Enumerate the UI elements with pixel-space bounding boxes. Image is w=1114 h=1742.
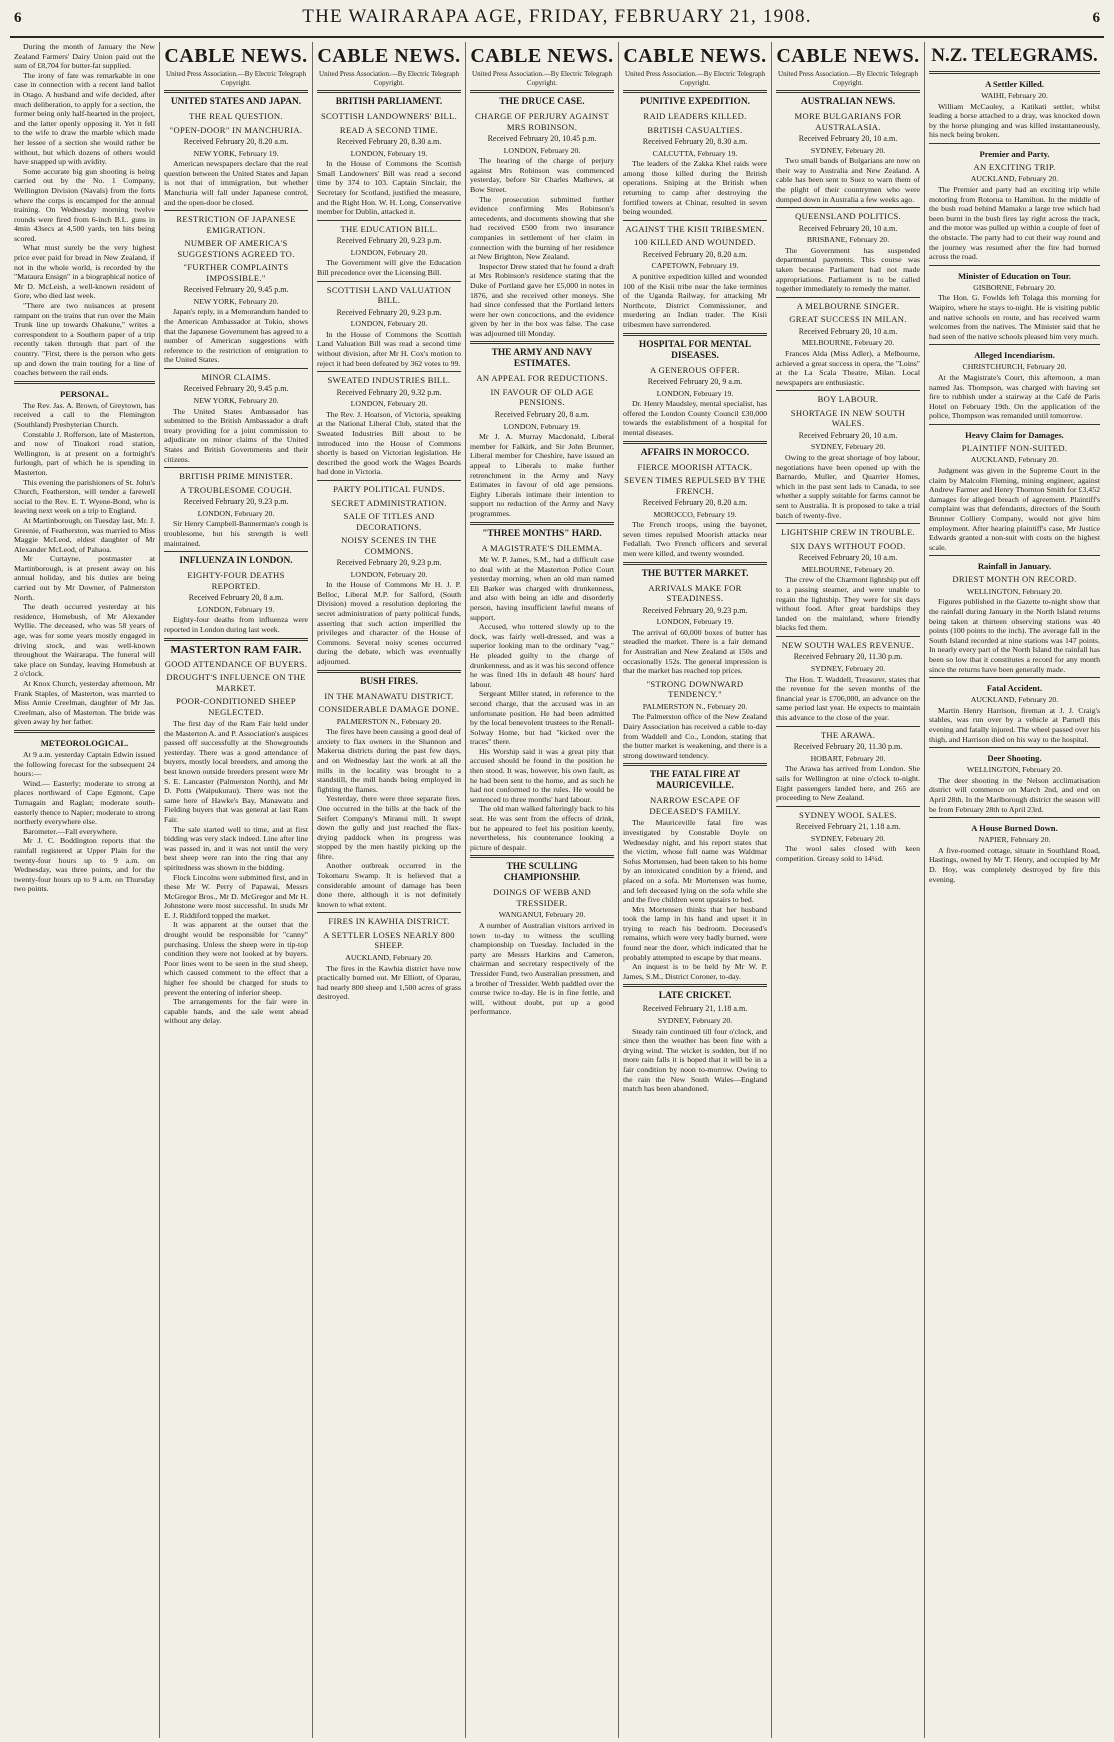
dateline: LONDON, February 19.	[503, 421, 581, 431]
article-paragraph: Steady rain continued till four o'clock, and since then the weather has been fine with a drying wind. The wicket is sodden, but if no more rain falls it is hoped that it will be in a fair condition by noon to-morrow. Owing to the rain the New South Wales—England match has been abandoned.	[623, 1026, 767, 1094]
subheadline: IN FAVOUR OF OLD AGE PENSIONS.	[490, 386, 594, 408]
article-paragraph: The irony of fate was remarkable in one case in connection with a recent land ballot in Otago. A husband and wife decided, after much deliberation, to apply for a section, the former being only half-hearted in the project, and the latter openly opposing it. Yet it fell to the wife to draw the marble which made her lessee of a section she would rather be without, but which dozens of others would have snapped up with avidity.	[14, 70, 155, 167]
dateline: LONDON, February 20.	[197, 508, 275, 518]
article-paragraph: At Martinborough, on Tuesday last, Mr. J. Greenie, of Featherston, was married to Miss Maggie McLeod, eldest daughter of Mr Alexander McLeod, of Pahaoa.	[14, 515, 155, 554]
article-paragraph: Barometer.—Fall everywhere.	[23, 826, 118, 836]
newspaper-title: THE WAIRARAPA AGE, FRIDAY, FEBRUARY 21, 1908.	[302, 6, 812, 27]
dateline: NEW YORK, February 20.	[193, 396, 279, 405]
headline: Heavy Claim for Damages.	[965, 429, 1064, 440]
column-masthead: CABLE NEWS.	[623, 45, 767, 67]
dateline: SYDNEY, February 20.	[810, 664, 886, 674]
dateline: LONDON, February 20.	[503, 145, 581, 155]
article-paragraph: The United States Ambassador has submitted to the British Ambassador a draft treaty providing for a joint commission to adjudicate on minor claims of the United States and British Governments and their citizens.	[164, 406, 308, 464]
subheadline: RAID LEADERS KILLED.	[643, 111, 747, 121]
masthead	[10, 6, 1104, 38]
press-association-credit: United Press Association.—By Electric Telegraph Copyright.	[472, 70, 612, 87]
section-heading: METEOROLOGICAL.	[40, 737, 129, 748]
article-paragraph: William McCauley, a Katikati settler, whilst leading a horse attached to a dray, was knocked down by the horse plunging and was killed instantaneously, his neck being broken.	[929, 101, 1100, 140]
divider	[929, 143, 1100, 144]
article-paragraph: The leaders of the Zakka Khel raids were among those killed during the British operations. Sniping at the British when returning to camp after destroying the fortified towers at Chinar, resulted in seven being wounded.	[623, 159, 767, 217]
headline: "THREE MONTHS" HARD.	[482, 528, 602, 539]
subheadline: NOISY SCENES IN THE COMMONS.	[341, 535, 437, 556]
headline: A MELBOURNE SINGER.	[796, 300, 900, 311]
article-paragraph: "There are two nuisances at present rampant on the trains that run over the Main Trunk line up towards Ohakune," writes a correspondent to a Southern paper of a trip recently taken through that part of the country. "First, there is the person who gets up and down the train touting for a line of coaches between the rail ends.	[14, 301, 155, 378]
column-cable-news-3	[466, 42, 619, 1738]
headline: LATE CRICKET.	[658, 991, 732, 1002]
subheadline: NUMBER OF AMERICA'S SUGGESTIONS AGREED TO.	[177, 238, 295, 259]
dateline: NAPIER, February 20.	[978, 835, 1051, 845]
subheadline: DOINGS OF WEBB AND TRESSIDER.	[492, 887, 592, 908]
dateline: BRISBANE, February 20.	[806, 235, 890, 245]
article-paragraph: At 9 a.m. yesterday Captain Edwin issued the following forecast for the subsequent 24 hours:—	[14, 749, 155, 779]
dateline: SYDNEY, February 20.	[810, 442, 886, 452]
headline: BOY LABOUR.	[817, 394, 879, 405]
received-line: Received February 20, 11.30 p.m.	[793, 742, 903, 752]
page-number-left: 6	[14, 10, 22, 26]
headline: BUSH FIRES.	[360, 676, 418, 687]
column-masthead: CABLE NEWS.	[164, 45, 308, 67]
column-local-news	[10, 42, 160, 1738]
dateline: LONDON, February 20.	[350, 569, 428, 579]
headline: INFLUENZA IN LONDON.	[179, 556, 293, 567]
divider	[164, 551, 308, 552]
divider	[14, 381, 155, 384]
column-cable-news-5	[772, 42, 925, 1738]
press-association-credit: United Press Association.—By Electric Telegraph Copyright.	[625, 70, 765, 87]
article-paragraph: Another outbreak occurred in the Tokomaru Swamp. It is believed that a considerable amount of damage has been done there, although it is not definitely known to what extent.	[317, 861, 461, 909]
headline: PARTY POLITICAL FUNDS.	[333, 484, 445, 495]
subheadline: CHARGE OF PERJURY AGAINST MRS ROBINSON.	[475, 111, 609, 132]
dateline: SYDNEY, February 20.	[657, 1016, 733, 1026]
headline: Alleged Incendiarism.	[974, 350, 1055, 361]
article-paragraph: Mr W. P. James, S.M., had a difficult case to deal with at the Masterton Police Court yesterday morning, when an old man named Eli Barker was charged with drunkenness, and also with being an idle and disorderly person, having insufficient lawful means of support.	[470, 555, 614, 622]
headline: Rainfall in January.	[977, 561, 1052, 572]
subheadline: PLAINTIFF NON-SUITED.	[961, 442, 1068, 453]
article-paragraph: What must surely be the very highest price ever paid for bread in New Zealand, if not in the whole world, is recorded by the "Mataura Ensign" in a biographical notice of Mr D. McLeish, a well-known resident of Gore, who died last week.	[14, 243, 155, 301]
article-paragraph: The arrangements for the fair were in capable hands, and the sale went ahead without any delay.	[164, 997, 308, 1026]
divider	[776, 806, 920, 807]
dateline: MELBOURNE, February 20.	[801, 564, 895, 574]
subheadline: "OPEN-DOOR" IN MANCHURIA.	[169, 124, 303, 135]
divider	[776, 636, 920, 637]
article-paragraph: Inspector Drew stated that he found a draft at Mrs Robinson's residence stating that the Duke of Portland gave her £5,000 in notes in 1876, and she received other moneys. She had since confessed that the Portland letters were her own concoctions, and the evidence given by her in the box was false. The case was adjourned till Monday.	[470, 261, 614, 338]
dateline: LONDON, February 19.	[656, 388, 734, 398]
headline: NEW SOUTH WALES REVENUE.	[781, 639, 915, 650]
dateline: NEW YORK, February 19.	[193, 148, 279, 158]
dateline: LONDON, February 20.	[350, 319, 428, 329]
subheadline: GREAT SUCCESS IN MILAN.	[789, 314, 907, 325]
divider	[623, 562, 767, 565]
received-line: Received February 20, 10 a.m.	[798, 134, 898, 143]
received-line: Received February 20, 8.20 a.m.	[183, 137, 289, 146]
article-paragraph: Frances Alda (Miss Adler), a Melbourne, achieved a great success in opera, the "Loins" at the La Scala Theatre, Milan. Local newspapers are enthusiastic.	[776, 349, 920, 387]
headline: LIGHTSHIP CREW IN TROUBLE.	[781, 527, 915, 538]
article-paragraph: During the month of January the New Zealand Farmers' Dairy Union paid out the sum of £8,704 for butter-fat supplied.	[14, 42, 155, 71]
article-paragraph: A number of Australian visitors arrived in town to-day to witness the sculling championship on Tuesday. Included in the party are Messrs Harkins and Cameron, chairman and secretary respectively of the Tressider Fund, two Australian pressmen, and a brother of Tressider. Webb paddled over the course twice to-day. He is in fine fettle, and will, without doubt, put up a good performance.	[470, 921, 614, 1017]
article-paragraph: Figures published in the Gazette to-night show that the rainfall during January in the North Island returns being taken at thirteen observing stations was 40 points (100 points to the inch). The average fall in the South Island recorded at nine stations was 147 points. In nearly every part of the North Island the rainfall has been so low that it constitutes a record for any month since the returns have been generally made.	[929, 597, 1100, 674]
received-line: Received February 20, 9.23 p.m.	[183, 497, 289, 507]
article-paragraph: A five-roomed cottage, situate in Southland Road, Hastings, owned by Mr T. Henry, and occupied by Mr D. Hoy, was completely destroyed by fire this evening.	[929, 845, 1100, 884]
article-paragraph: In the House of Commons the Scottish Small Landowners' Bill was read a second time by 374 to 103. Captain Sinclair, the Secretary for Scotland, justified the measure, and the Right Hon. W. H. Long, Conservative member for Dublin, attacked it.	[317, 159, 461, 217]
subheadline: MORE BULGARIANS FOR AUSTRALASIA.	[794, 111, 902, 132]
headline: Fatal Accident.	[986, 683, 1043, 694]
article-paragraph: The prosecution submitted further evidence confirming Mrs Robinson's antecedents, and documents showing that she had received £500 from two insurance companies in settlement of her claim in connection with the burning of her residence at New Brighton, New Zealand.	[470, 194, 614, 262]
subheadline: A SETTLER LOSES NEARLY 800 SHEEP.	[323, 929, 455, 951]
divider	[623, 441, 767, 444]
headline: Deer Shooting.	[987, 753, 1042, 764]
article-paragraph: Flock Lincolns were submitted first, and in these Mr W. Perry of Papawai, Messrs McGregor Bros., Mr D. McGregor and Mr H. Johnstone were most successful. In studs Mr E. J. Riddiford topped the market.	[164, 872, 308, 920]
article-paragraph: Judgment was given in the Supreme Court in the claim by Malcolm Fleming, mining engineer, against Andrew Farmer and Henry Thornton Smith for £3,452 damages for alleged breach of agreement. Plaintiff's complaint was that defendants, directors of the South Brunner Colliery Company, would not give him employment. After hearing plaintiff's case, Mr Justice Edwards granted a non-suit with costs on the highest scale.	[929, 466, 1100, 552]
article-paragraph: The Hon. T. Waddell, Treasurer, states that the revenue for the seven months of the financial year is £706,000, an advance on the same period last year. He expects to maintain this advance to the close of the year.	[776, 674, 920, 723]
article-paragraph: Eighty-four deaths from influenza were reported in London during last week.	[164, 615, 308, 634]
received-line: Received February 20, 11.30 p.m.	[793, 652, 903, 662]
article-paragraph: The Rev. J. Hoatson, of Victoria, speaking at the National Liberal Club, stated that the Sweated Industries Bill about to be introduced into the House of Commons shortly is based on Victorian legislation. He described the good work the Wages Boards had done in Victoria.	[317, 409, 461, 477]
article-paragraph: Mrs Mortensen thinks that her husband took the lamp in his hand and upset it in trying to reach his bedroom. Deceased's remains, which were very badly burned, were found near the door, which indicated that he probably attempted to escape by that means.	[623, 904, 767, 962]
dateline: HOBART, February 20.	[810, 753, 886, 763]
received-line: Received February 20, 8.20 a.m.	[642, 249, 748, 259]
received-line: Received February 20, 9.45 p.m.	[183, 384, 289, 394]
article-paragraph: The Arawa has arrived from London. She sails for Wellington at nine o'clock to-night. Eight passengers landed here, and 265 are proceeding to New Zealand.	[776, 764, 920, 803]
column-masthead: CABLE NEWS.	[776, 45, 920, 67]
headline: AFFAIRS IN MOROCCO.	[640, 447, 750, 458]
divider	[929, 424, 1100, 425]
article-paragraph: Dr. Henry Maudsley, mental specialist, has offered the London County Council £30,000 towards the establishment of a hospital for mental diseases.	[623, 399, 767, 437]
press-association-credit: United Press Association.—By Electric Telegraph Copyright.	[166, 70, 306, 87]
headline: THE ARAWA.	[820, 729, 876, 740]
divider	[929, 747, 1100, 748]
article-paragraph: Mr J. C. Boddington reports that the rainfall registered at Upper Plain for the twenty-four hours up to 9 a.m. on Wednesday, was three points, and for the twenty-four hours up to 9 a.m. on Thursday two points.	[14, 836, 155, 894]
subheadline: AN EXCITING TRIP.	[973, 161, 1056, 172]
dateline: LONDON, February 19.	[656, 617, 734, 627]
divider	[929, 817, 1100, 818]
received-line: Received February 20, 10 a.m.	[798, 553, 898, 563]
received-line: Received February 20, 8.20 a.m.	[642, 498, 748, 508]
dateline: NEW YORK, February 20.	[193, 296, 279, 306]
headline: Premier and Party.	[979, 148, 1050, 159]
article-paragraph: Accused, who tottered slowly up to the dock, was fairly well-dressed, and was a superior looking man to the ordinary "vag." He pleaded guilty to the charge of drunkenness, and as it was his second offence he was fined 10s in default 48 hours' hard labour.	[470, 622, 614, 689]
subheadline: SCOTTISH LANDOWNERS' BILL.	[320, 111, 458, 121]
article-paragraph: His Worship said it was a great pity that accused should be found in the position he then stood. It was, however, his own fault, as he had been sent to the home, and as such he had not conformed to the rules. He would be sentenced to three months' hard labour.	[470, 746, 614, 804]
article-paragraph: The Mauriceville fatal fire was investigated by Constable Doyle on Wednesday night, and his report states that the victim, whose full name was Waldmar Sofus Mortensen, had been taken to his home by an intoxicated condition by a friend, and placed on a sofa. Mr Mortensen was home, and left deceased lying on the sofa while she and the five children went upstairs to bed.	[623, 818, 767, 905]
article-paragraph: It was apparent at the outset that the drought would be responsible for "canny" purchasing. Unless the sheep were in tip-top condition they were not looked at by buyers. Poor lines went to be seen in the stud sheep, which caused comment to the effect that a higher fee should be charged for studs to prevent the entering of inferior sheep.	[164, 920, 308, 997]
subheadline: "FURTHER COMPLAINTS IMPOSSIBLE."	[183, 262, 289, 283]
received-line: Received February 20, 8 a.m.	[188, 593, 284, 603]
divider	[164, 638, 308, 641]
article-paragraph: The deer shooting in the Nelson acclimatisation district will commence on March 2nd, and end on April 28th. In the Marlborough district the season will be from February 28th to April 23rd.	[929, 775, 1100, 814]
article-paragraph: In the House of Commons Mr H. J. P. Belloc, Liberal M.P. for Salford, (South Division) moved a resolution deploring the secret administration of party political funds, asserting that such action imperilled the privileges and character of the House of Commons. Several noisy scenes occurred during the debate, which was eventually adjourned.	[317, 580, 461, 666]
column-cable-news-4	[619, 42, 772, 1738]
divider	[929, 344, 1100, 345]
article-paragraph: The Premier and party had an exciting trip while motoring from Rotorua to Hamilton. In the middle of the bush road behind Mamaku a large tree which had been burnt in the bush fires lay right across the track, and the motor was pulled up within a couple of feet of the obstacle. The party had to cut their way round and the journey was resumed after the fire had burned across the road.	[929, 185, 1100, 262]
article-paragraph: A punitive expedition killed and wounded 100 of the Kisii tribe near the lake terminus of the Uganda Railway, for attacking Mr Northcote, District Commissioner, and murdering an Indian trader. The Kisii tribesmen have surrendered.	[623, 271, 767, 329]
article-paragraph: At the Magistrate's Court, this afternoon, a man named Jas. Thompson, was charged with having set fire to rubbish under a stairway at the Café de Paris Hotel on February 19th. On the application of the police, Thompson was remanded until tomorrow.	[929, 372, 1100, 421]
divider	[317, 371, 461, 372]
section-heading: PERSONAL.	[60, 388, 109, 399]
article-paragraph: The French troops, using the bayonet, seven times repulsed Moorish attacks near Fedallah. Two French officers and several men were killed, and twenty wounded.	[623, 520, 767, 559]
article-paragraph: American newspapers declare that the real question between the United States and Japan is not that of immigration, but whether Manchuria will fall under Japanese control, and the open-door be closed.	[164, 159, 308, 207]
headline: QUEENSLAND POLITICS.	[795, 211, 901, 222]
article-paragraph: Constable J. Rofferson, late of Masterton, and now of Tinakori road station, Wellington, is at present on a fortnight's furlough, part of which he is spending in Masterton.	[14, 429, 155, 477]
received-line: Received February 21, 1.18 a.m.	[642, 1004, 748, 1014]
dateline: LONDON, February 19.	[350, 148, 428, 158]
article-paragraph: This evening the parishioners of St. John's Church, Featherston, will tender a farewell social to the Rev. E. T. Wyene-Bond, who is leaving next week on a trip to England.	[14, 477, 155, 516]
dateline: AUCKLAND, February 20.	[970, 695, 1059, 705]
subheadline: SALE OF TITLES AND DECORATIONS.	[343, 511, 435, 532]
press-association-credit: United Press Association.—By Electric Telegraph Copyright.	[778, 70, 918, 87]
subheadline: SECRET ADMINISTRATION.	[331, 497, 447, 508]
dateline: LONDON, February 20.	[350, 399, 428, 409]
article-paragraph: The wool sales closed with keen competition. Greasy sold to 14¼d.	[776, 844, 920, 863]
column-masthead: CABLE NEWS.	[317, 45, 461, 67]
divider	[623, 763, 767, 766]
dateline: LONDON, February 20.	[350, 247, 428, 257]
subheadline: CONSIDERABLE DAMAGE DONE.	[318, 704, 460, 715]
subheadline: A GENEROUS OFFER.	[650, 364, 740, 375]
column-cable-news-2	[313, 42, 466, 1738]
dateline: MOROCCO, February 19.	[653, 509, 737, 519]
divider	[470, 341, 614, 344]
dateline: WELLINGTON, February 20.	[966, 586, 1063, 596]
article-paragraph: The fires in the Kawhia district have now practically burned out. Mr Elliott, of Oparau, had nearly 800 sheep and 1,500 acres of grass destroyed.	[317, 963, 461, 1002]
subheadline: DROUGHT'S INFLUENCE ON THE MARKET.	[166, 672, 306, 693]
article-paragraph: Yesterday, there were three separate fires. One occurred in the hills at the back of the Seifert Company's Miranui mill. It swept down the gully and just reached the flax-drying paddock when its progress was stopped by the men hastily picking up the fibre.	[317, 794, 461, 861]
subheadline: POOR-CONDITIONED SHEEP NEGLECTED.	[176, 696, 296, 717]
article-paragraph: Sir Henry Campbell-Bannerman's cough is troublesome, but his strength is well maintained.	[164, 519, 308, 548]
subheadline: SEVEN TIMES REPULSED BY THE FRENCH.	[624, 475, 766, 496]
subheadline: NARROW ESCAPE OF DECEASED'S FAMILY.	[649, 795, 741, 816]
headline: SYDNEY WOOL SALES.	[799, 809, 897, 820]
article-paragraph: The sale started well to time, and at first bidding was very slack indeed. Line after line was passed in, and it was not until the very best sheep were ran into the ring that any spiritedness was shown in the bidding.	[164, 824, 308, 872]
column-cable-news-1	[160, 42, 313, 1738]
subheadline: SHORTAGE IN NEW SOUTH WALES.	[790, 407, 906, 429]
divider	[470, 855, 614, 858]
received-line: Received February 20, 8.30 a.m.	[336, 137, 442, 146]
headline: AGAINST THE KISII TRIBESMEN.	[625, 223, 765, 234]
article-paragraph: The first day of the Ram Fair held under the Masterton A. and P. Association's auspices passed off successfully at the Showgrounds yesterday. There was a good attendance of buyers, mostly local breeders, and among the best known outside breeders present were Mr S. E. Lancaster (Palmerston North), and Mr D. Potts (Waipukurau). There was not the same here of Hawke's Bay, Manawatu and Fielding buyers that was general at last Ram Fair.	[164, 719, 308, 824]
article-paragraph: The Palmerston office of the New Zealand Dairy Association has received a cable to-day from Waddell and Co., London, stating that the butter market is weakening, and there is a strong downward tendency.	[623, 712, 767, 760]
subheadline: A TROUBLESOME COUGH.	[179, 484, 293, 495]
headline: THE ARMY AND NAVY ESTIMATES.	[491, 348, 593, 370]
article-paragraph: The death occurred yesterday at his residence, Homebush, of Mr Alexander Wyllie. The deceased, who was 58 years of age, was for some years mostly engaged in driving stock, and was well-known throughout the Wairarapa. The funeral will take place on Sunday, leaving Homebush at 2 o'clock.	[14, 602, 155, 679]
dateline: MELBOURNE, February 20.	[801, 338, 895, 348]
headline: Minister of Education on Tour.	[958, 270, 1071, 281]
column-masthead: N.Z. TELEGRAMS.	[931, 45, 1098, 66]
divider	[776, 726, 920, 727]
article-paragraph: The Government has suspended departmental payments. This course was taken because Parliament had not made appropriations. Parliament is to be called together immediately to remedy the matter.	[776, 245, 920, 294]
divider	[317, 281, 461, 282]
divider	[623, 984, 767, 987]
subheadline: "STRONG DOWNWARD TENDENCY."	[646, 678, 744, 700]
article-paragraph: The Government will give the Education Bill precedence over the Licensing Bill.	[317, 258, 461, 278]
headline: THE FATAL FIRE AT MAURICEVILLE.	[649, 770, 741, 792]
received-line: Received February 20, 9.23 p.m.	[642, 605, 748, 615]
subheadline: A MAGISTRATE'S DILEMMA.	[481, 542, 603, 553]
article-paragraph: At Knox Church, yesterday afternoon, Mr Frank Staples, of Masterton, was married to Miss Annie Creelman, daughter of Mr Jas. Creelman, also of Masterton. The bride was given away by her father.	[14, 679, 155, 727]
dateline: WELLINGTON, February 20.	[966, 765, 1063, 775]
article-paragraph: Owing to the great shortage of boy labour, negotiations have been opened up with the Barnardo, Muller, and Quarrier Homes, which in the past sent lads to Canada, to see whether a supply suitable for farms cannot be sent to Australia. It is proposed to take a trial batch of twenty-five.	[776, 453, 920, 520]
subheadline: 100 KILLED AND WOUNDED.	[634, 237, 756, 248]
dateline: SYDNEY, February 20.	[810, 145, 886, 155]
article-paragraph: Mr Curtayne, postmaster at Martinborough, is at present away on his annual holiday, and his duties are being carried out by Mr Downer, of Palmerston North.	[14, 554, 155, 602]
divider	[164, 90, 308, 93]
subheadline: AN APPEAL FOR REDUCTIONS.	[476, 373, 608, 384]
dateline: PALMERSTON N., February 20.	[642, 701, 748, 711]
subheadline: THE REAL QUESTION.	[189, 111, 283, 121]
divider	[317, 670, 461, 673]
dateline: SYDNEY, February 20.	[810, 833, 886, 843]
article-paragraph: The Rev. Jas. A. Brown, of Greytown, has received a call to the Flemington (Southland) Presbyterian Church.	[14, 400, 155, 429]
subheadline: SIX DAYS WITHOUT FOOD.	[790, 540, 906, 551]
article-paragraph: In the House of Commons the Scottish Land Valuation Bill was read a second time without division, after Mr H. Cox's motion to reject it had been defeated by 362 votes to 99.	[317, 329, 461, 368]
headline: AUSTRALIAN NEWS.	[800, 97, 896, 107]
received-line: Received February 21, 1.18 a.m.	[795, 822, 901, 832]
headline: HOSPITAL FOR MENTAL DISEASES.	[638, 339, 752, 361]
headline: MASTERTON RAM FAIR.	[170, 643, 302, 656]
received-line: Received February 20, 10.45 p.m.	[487, 134, 597, 143]
headline: PUNITIVE EXPEDITION.	[640, 97, 750, 107]
divider	[929, 677, 1100, 678]
divider	[317, 90, 461, 93]
divider	[470, 522, 614, 525]
received-line: Received February 20, 10 a.m.	[798, 430, 898, 440]
divider	[776, 90, 920, 93]
headline: THE EDUCATION BILL.	[340, 223, 438, 234]
received-line: Received February 20, 8.30 a.m.	[642, 137, 748, 146]
received-line: Received February 20, 10 a.m.	[798, 326, 898, 336]
divider	[776, 297, 920, 298]
headline: FIRES IN KAWHIA DISTRICT.	[328, 916, 450, 927]
dateline: CHRISTCHURCH, February 20.	[962, 362, 1067, 372]
subheadline: IN THE MANAWATU DISTRICT.	[324, 690, 454, 701]
headline: BRITISH PRIME MINISTER.	[179, 471, 293, 482]
page-number-right: 6	[1092, 10, 1100, 26]
headline: SWEATED INDUSTRIES BILL.	[327, 375, 451, 386]
article-paragraph: Mr J. A. Murray Macdonald, Liberal member for Falkirk, and Sir John Brunner, Liberal member for Cheshire, have issued an appeal to Liberals to make further retrenchment in the Army and Navy Estimates in favour of old age pensions. Eighty Liberals intimate their intention to support no reduction of the Army and Navy programmes.	[470, 432, 614, 518]
divider	[317, 480, 461, 481]
headline: THE DRUCE CASE.	[499, 97, 585, 107]
headline: THE SCULLING CHAMPIONSHIP.	[503, 862, 581, 884]
received-line: Received February 20, 9.23 p.m.	[336, 236, 442, 246]
received-line: Received February 20, 8 a.m.	[494, 409, 590, 419]
received-line: Received February 20, 9 a.m.	[647, 377, 743, 386]
article-paragraph: The fires have been causing a good deal of anxiety to flax owners in the Shannon and Makerua districts during the past few days, and on Wednesday last the work at all the mills in the locality was brought to a standstill, the mill hands being employed in fighting the flames.	[317, 727, 461, 794]
article-paragraph: Two small bands of Bulgarians are now on their way to Australia and New Zealand. A cable has been sent to Suez to warn them of the plight of their countrymen who were dumped down in Australia a few weeks ago.	[776, 156, 920, 204]
dateline: CALCUTTA, February 19.	[652, 148, 738, 158]
article-paragraph: The hearing of the charge of perjury against Mrs Robinson was commenced yesterday, before Sir Charles Mathews, at Bow Street.	[470, 156, 614, 194]
dateline: GISBORNE, February 20.	[973, 282, 1056, 292]
headline: A Settler Killed.	[985, 79, 1044, 89]
received-line: Received February 20, 9.32 p.m.	[336, 387, 442, 397]
subheadline: BRITISH CASUALTIES.	[647, 124, 743, 135]
headline: SCOTTISH LAND VALUATION BILL.	[326, 284, 452, 306]
headline: RESTRICTION OF JAPANESE EMIGRATION.	[176, 214, 296, 235]
subheadline: READ A SECOND TIME.	[339, 124, 439, 135]
dateline: CAPETOWN, February 19.	[651, 261, 739, 271]
dateline: WANGANUI, February 20.	[498, 910, 586, 920]
divider	[929, 265, 1100, 266]
dateline: AUCKLAND, February 20.	[970, 174, 1059, 184]
divider	[14, 730, 155, 733]
divider	[776, 207, 920, 208]
article-paragraph: Martin Henry Harrison, fireman at J. J. Craig's stables, was run over by a vehicle at Parnell this evening and fatally injured. The wheel passed over his thigh, and Harrison died on his way to the hospital.	[929, 705, 1100, 744]
divider	[164, 467, 308, 468]
divider	[164, 368, 308, 369]
received-line: Received February 20, 9.23 p.m.	[336, 307, 442, 317]
dateline: WAIHI, February 20.	[981, 91, 1048, 100]
dateline: LONDON, February 19.	[197, 604, 275, 614]
headline: A House Burned Down.	[971, 823, 1058, 834]
subheadline: GOOD ATTENDANCE OF BUYERS.	[164, 658, 308, 669]
divider	[623, 333, 767, 336]
column-masthead: CABLE NEWS.	[470, 45, 614, 67]
received-line: Received February 20, 9.23 p.m.	[336, 558, 442, 568]
subheadline: FIERCE MOORISH ATTACK.	[637, 461, 753, 472]
article-paragraph: Japan's reply, in a Memorandum handed to the American Ambassador at Tokio, shows that the Japanese Government has agreed to a number of American suggestions with reference to the restriction of emigration to the United States.	[164, 307, 308, 365]
received-line: Received February 20, 10 a.m.	[798, 223, 898, 233]
article-paragraph: Wind.— Easterly; moderate to strong at places northward of Cape Egmont, Cape Turnagain and Raglan; moderate south-easterly thence to Napier; moderate to strong northerly everywhere else.	[14, 778, 155, 827]
article-paragraph: The Hon. G. Fowlds left Tolaga this morning for Waipiro, where he stays to-night. He is visiting public and native schools en route, and has received warm welcomes from the natives. The Minister said that he had seen of the native schools pleased him very much.	[929, 293, 1100, 341]
divider	[623, 90, 767, 93]
headline: UNITED STATES AND JAPAN.	[170, 97, 302, 107]
divider	[470, 90, 614, 93]
dateline: AUCKLAND, February 20.	[345, 952, 433, 962]
article-paragraph: Sergeant Miller stated, in reference to the second charge, that the accused was in an unfortunate position. He had been admitted by the local benevolent trustees to the Renall-Solway Home, but had "kicked over the traces" there.	[470, 689, 614, 747]
column-nz-telegrams	[925, 42, 1104, 1738]
divider	[776, 523, 920, 524]
subheadline: DRIEST MONTH ON RECORD.	[952, 574, 1077, 585]
headline: THE BUTTER MARKET.	[641, 568, 749, 579]
article-paragraph: The arrival of 60,000 boxes of butter has steadied the market. There is a fair demand for Australian and New Zealand at 150s and occasionally 152s. The general impression is that the market has reached top prices.	[623, 627, 767, 676]
dateline: AUCKLAND, February 20.	[970, 455, 1059, 465]
press-association-credit: United Press Association.—By Electric Telegraph Copyright.	[319, 70, 459, 87]
headline: BRITISH PARLIAMENT.	[335, 97, 443, 107]
divider	[317, 220, 461, 221]
article-paragraph: Some accurate big gun shooting is being carried out by the No. 1 Company, Wellington Division (Navals) from the forts where the corps is encamped for the annual training. On Wednesday morning twelve rounds were fired from 6-inch B.L. guns in 4min 43secs at 4,500 yards, ten hits being scored.	[14, 166, 155, 243]
divider	[776, 390, 920, 391]
columns	[10, 42, 1104, 1738]
divider	[317, 912, 461, 913]
subheadline: ARRIVALS MAKE FOR STEADINESS.	[648, 582, 742, 604]
article-paragraph: The old man walked falteringly back to his seat. He was sent from the effects of drink, but he appeared to feel his position keenly, nevertheless, his countenance looking a picture of despair.	[470, 804, 614, 852]
divider	[623, 220, 767, 221]
divider	[164, 210, 308, 211]
article-paragraph: The crew of the Charmont lightship put off to a passing steamer, and were unable to regain the lightship. They were for six days without food. After great hardships they landed on the mainland, where friendly blacks fed them.	[776, 575, 920, 633]
article-paragraph: An inquest is to be held by Mr W. P. James, S.M., District Coroner, to-day.	[623, 962, 767, 981]
received-line: Received February 20, 9.45 p.m.	[183, 285, 289, 295]
divider	[929, 71, 1100, 74]
headline: MINOR CLAIMS.	[201, 371, 271, 382]
subheadline: EIGHTY-FOUR DEATHS REPORTED.	[187, 570, 285, 591]
divider	[929, 555, 1100, 556]
dateline: PALMERSTON N., February 20.	[336, 716, 442, 726]
